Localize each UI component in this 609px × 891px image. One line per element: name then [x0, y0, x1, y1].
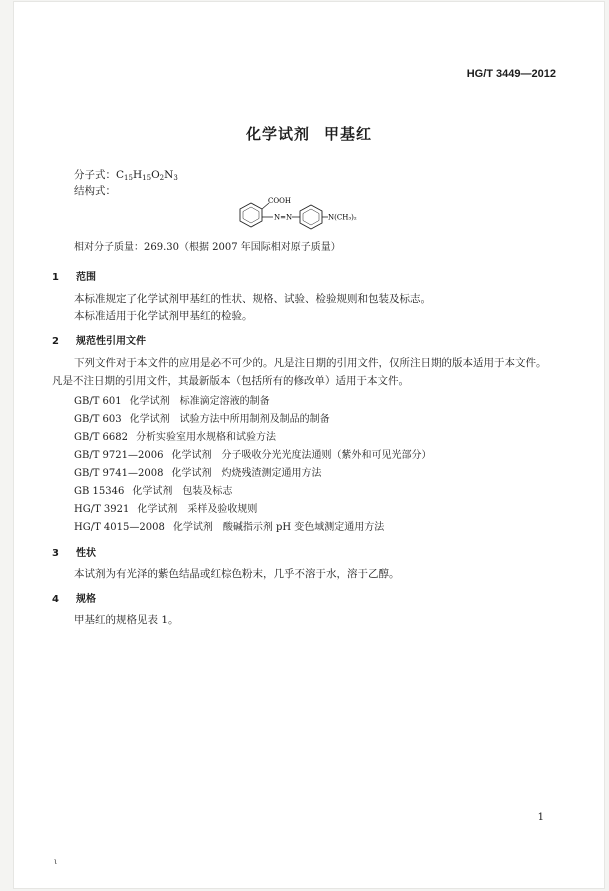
- reference-name: 化学试剂 试验方法中所用制剂及制品的制备: [129, 414, 330, 425]
- section-number: 2: [52, 336, 59, 347]
- reference-name: 化学试剂 采样及验收规则: [137, 504, 258, 515]
- reference-item: [74, 428, 276, 443]
- reference-item: [74, 410, 330, 425]
- molecular-formula: [74, 167, 178, 182]
- title-part-1: 化学试剂: [245, 125, 310, 143]
- scope-paragraph-2: 本标准适用于化学试剂甲基红的检验。: [74, 310, 253, 322]
- formula-h: H: [132, 169, 143, 181]
- section-title: 规格: [76, 594, 96, 605]
- reference-item: [74, 464, 321, 479]
- formula-o: O: [151, 169, 160, 181]
- azo-group: N=N: [274, 213, 293, 222]
- section-4-heading: [52, 590, 96, 605]
- reference-item: [74, 482, 232, 497]
- scan-mark: ι: [54, 857, 58, 866]
- section-title: 范围: [76, 272, 96, 283]
- section-number: 4: [52, 594, 59, 605]
- reference-code: GB/T 6682: [74, 432, 129, 443]
- standard-code: HG/T 3449—2012: [466, 68, 556, 80]
- properties-paragraph: 本试剂为有光泽的紫色结晶或红棕色粉末，几乎不溶于水，溶于乙醇。: [74, 568, 400, 580]
- carboxyl-group: COOH: [268, 197, 291, 205]
- reference-name: 化学试剂 酸碱指示剂 pH 变色域测定通用方法: [172, 522, 385, 533]
- section-2-heading: [52, 332, 146, 347]
- reference-item: [74, 518, 384, 533]
- page-number: 1: [537, 812, 544, 823]
- reference-name: 化学试剂 灼烧残渣测定通用方法: [171, 468, 322, 479]
- normative-intro: 下列文件对于本文件的应用是必不可少的。凡是注日期的引用文件，仅所注日期的版本适用于本文件。凡是不注日期的引用文件，其最新版本（包括所有的修改单）适用于本文件。: [52, 357, 547, 387]
- document-title: [14, 123, 604, 144]
- reference-code: GB/T 9721—2006: [74, 450, 164, 461]
- section-title: 规范性引用文件: [76, 336, 146, 347]
- formula-c-count: 15: [124, 174, 133, 182]
- section-3-heading: [52, 544, 96, 559]
- structure-label: 结构式：: [74, 185, 116, 197]
- spec-paragraph: 甲基红的规格见表 1。: [74, 614, 179, 626]
- formula-o-count: 2: [159, 174, 165, 182]
- structural-formula: [229, 197, 379, 233]
- formula-h-count: 15: [142, 174, 152, 182]
- formula-n-count: 3: [173, 174, 178, 182]
- dimethylamino-group: N(CH₃)₂: [328, 213, 357, 222]
- reference-code: GB/T 9741—2008: [74, 468, 164, 479]
- formula-label: 分子式：: [74, 169, 116, 181]
- scope-paragraph-1: 本标准规定了化学试剂甲基红的性状、规格、试验、检验规则和包装及标志。: [74, 293, 431, 305]
- reference-item: [74, 500, 257, 515]
- reference-item: [74, 446, 431, 461]
- reference-name: 化学试剂 分子吸收分光光度法通则（紫外和可见光部分）: [171, 450, 432, 461]
- reference-name: 化学试剂 标准滴定溶液的制备: [129, 396, 270, 407]
- section-1-heading: [52, 268, 96, 283]
- document-page: [14, 2, 604, 888]
- section-number: 1: [52, 272, 59, 283]
- relative-molecular-mass: 相对分子质量：269.30（根据 2007 年国际相对原子质量）: [74, 242, 341, 253]
- formula-n: N: [164, 169, 174, 181]
- reference-code: HG/T 4015—2008: [74, 522, 165, 533]
- reference-code: GB 15346: [74, 486, 125, 497]
- reference-code: GB/T 603: [74, 414, 122, 425]
- formula-c: C: [116, 169, 125, 181]
- section-title: 性状: [76, 548, 96, 559]
- reference-name: 分析实验室用水规格和试验方法: [136, 432, 277, 443]
- section-number: 3: [52, 548, 59, 559]
- reference-item: [74, 392, 270, 407]
- reference-code: HG/T 3921: [74, 504, 130, 515]
- reference-code: GB/T 601: [74, 396, 122, 407]
- reference-name: 化学试剂 包装及标志: [132, 486, 233, 497]
- title-part-2: 甲基红: [324, 125, 373, 143]
